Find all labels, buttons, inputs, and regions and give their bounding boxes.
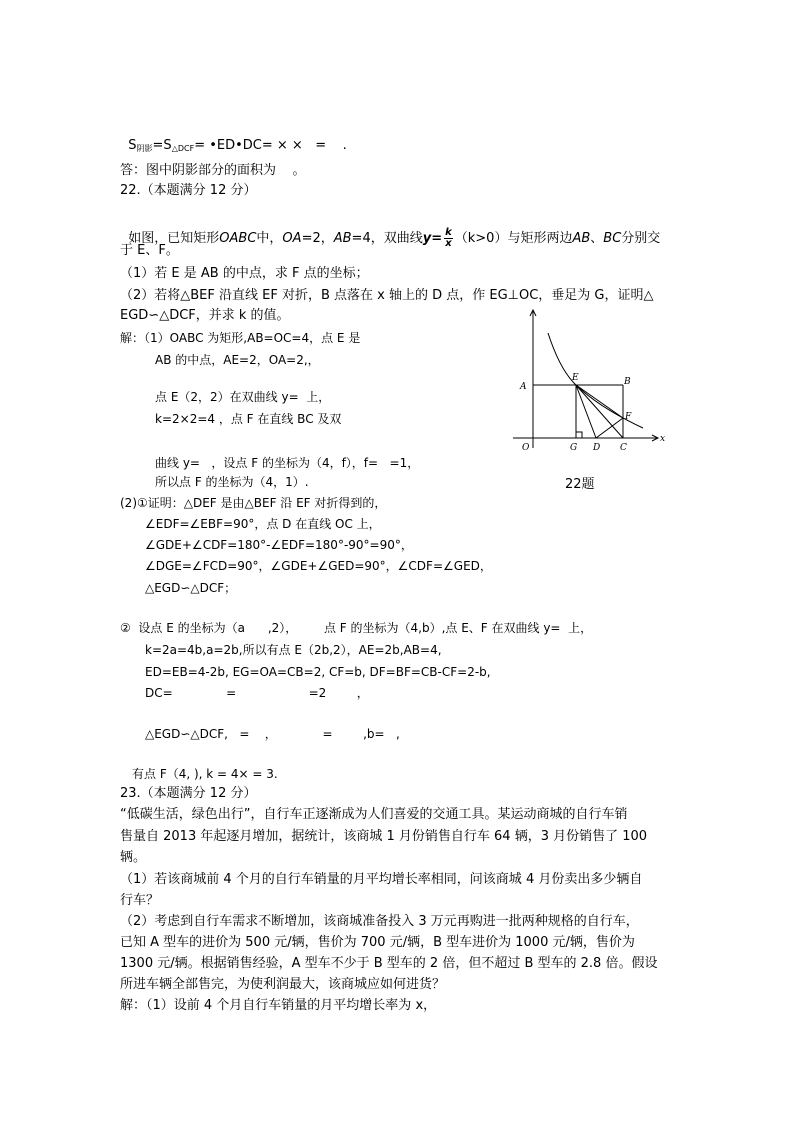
label-e: E — [572, 373, 579, 383]
solution-line: 解：（1）OABC 为矩形,AB=OC=4，点 E 是 — [120, 331, 361, 345]
q23-line: （1）若该商城前 4 个月的自行车销量的月平均增长率相同，问该商城 4 月份卖出多少辆自 — [120, 872, 643, 887]
separator: 、 — [590, 231, 604, 246]
segment-ed — [576, 385, 596, 438]
oa-value: =2， — [301, 231, 334, 246]
oa-label: OA — [282, 231, 302, 246]
q22-part2-line1: （2）若将△BEF 沿直线 EF 对折，B 点落在 x 轴上的 D 点，作 EG⊥OC，垂足为 G，证明△ — [120, 288, 654, 303]
solution-line: 点 E（2，2）在双曲线 y= 上， — [155, 390, 331, 404]
solution-line: k=2a=4b,a=2b,所以有点 E（2b,2），AE=2b,AB=4, — [145, 643, 442, 657]
solution-line: AB 的中点，AE=2，OA=2,， — [155, 353, 320, 367]
solution-line: DC= = =2 ， — [145, 686, 369, 700]
shadow-area-formula — [120, 122, 347, 157]
segment-df — [596, 418, 623, 438]
fraction-numerator: k — [445, 227, 452, 238]
rect-name: OABC — [219, 231, 257, 246]
q23-line: 行车？ — [120, 893, 160, 908]
stem-text-2: 中， — [256, 231, 283, 246]
label-x: x — [660, 434, 666, 444]
formula-rest: = •ED•DC= × × = . — [194, 138, 347, 153]
triangle-subscript: △DCF — [171, 144, 195, 153]
y-equals: y= — [422, 231, 443, 246]
solution-line: 所以点 F 的坐标为（4，1）. — [155, 475, 309, 489]
q23-line: 已知 A 型车的进价为 500 元/辆，售价为 700 元/辆，B 型车进价为 1000 元/辆，售价为 — [120, 935, 635, 950]
solution-line: 曲线 y= ，设点 F 的坐标为（4，f），f= =1， — [155, 456, 420, 470]
q23-line: 辆。 — [120, 850, 147, 865]
figure-caption: 22题 — [565, 477, 595, 492]
q23-line: 所进车辆全部售完，为使利润最大，该商城应如何进货？ — [120, 977, 446, 992]
ab-side: AB — [572, 231, 591, 246]
solution-line: ∠DGE=∠FCD=90°，∠GDE+∠GED=90°，∠CDF=∠GED， — [145, 559, 492, 573]
equals-s: =S — [152, 138, 172, 153]
q23-heading: 23.（本题满分 12 分） — [120, 786, 257, 801]
label-d: D — [593, 443, 601, 453]
q22-stem — [120, 212, 660, 249]
solution-line: ED=EB=4-2b, EG=OA=CB=2, CF=b, DF=BF=CB-CF=2-b, — [145, 665, 491, 679]
solution-line: ∠GDE+∠CDF=180°-∠EDF=180°-90°=90°， — [145, 538, 413, 552]
label-c: C — [620, 443, 627, 453]
label-b: B — [624, 377, 631, 387]
solution-line: k=2×2=4 ，点 F 在直线 BC 及双 — [155, 412, 342, 426]
solution-line: ∠EDF=∠EBF=90°，点 D 在直线 OC 上， — [145, 517, 381, 531]
ab-value: =4，双曲线 — [351, 231, 423, 246]
q23-line: 1300 元/辆。根据销售经验，A 型车不少于 B 型车的 2 倍，但不超过 B 型车的 2.8 倍。假设 — [120, 956, 658, 971]
q23-line: （2）考虑到自行车需求不断增加，该商城准备投入 3 万元再购进一批两种规格的自行车， — [120, 914, 639, 929]
solution-line: (2)①证明：△DEF 是由△BEF 沿 EF 对折得到的， — [120, 496, 387, 510]
solution-line: 有点 F（4, ), k = 4× = 3. — [132, 767, 278, 781]
label-f: F — [625, 412, 632, 422]
ab-label: AB — [333, 231, 352, 246]
solution-line: ② 设点 E 的坐标为（a ,2）， 点 F 的坐标为（4,b）,点 E、F 在双曲线 y= 上， — [120, 621, 593, 635]
bc-side: BC — [603, 231, 622, 246]
stem-text-1: 如图，已知矩形 — [128, 231, 220, 246]
fraction-denominator: x — [445, 238, 452, 249]
segment-ef — [576, 385, 623, 418]
q22-part1: （1）若 E 是 AB 的中点，求 F 点的坐标； — [120, 266, 369, 281]
q23-line: “低碳生活，绿色出行”，自行车正逐渐成为人们喜爱的交通工具。某运动商城的自行车销 — [120, 807, 628, 822]
q22-heading: 22.（本题满分 12 分） — [120, 183, 257, 198]
k-over-x-fraction — [444, 228, 453, 249]
label-a: A — [520, 382, 527, 392]
right-angle-mark — [576, 432, 582, 438]
label-o: O — [522, 443, 530, 453]
s-symbol: S — [128, 138, 137, 153]
label-g: G — [570, 443, 578, 453]
q23-line: 解：（1）设前 4 个月自行车销量的月平均增长率为 x， — [120, 998, 437, 1013]
q22-stem-line2: 于 E、F。 — [120, 243, 179, 258]
segment-ec — [576, 385, 623, 438]
solution-line: △EGD∽△DCF, = ， = ,b= , — [145, 727, 400, 741]
answer-line: 答：图中阴影部分的面积为 。 — [120, 163, 306, 178]
q22-part2-line2: EGD∽△DCF，并求 k 的值。 — [120, 308, 290, 323]
condition-text: （k>0）与矩形两边 — [454, 231, 573, 246]
solution-line: △EGD∽△DCF； — [145, 581, 237, 595]
stem-tail: 分别交 — [621, 231, 661, 246]
q22-figure — [508, 308, 673, 453]
shadow-subscript: 阴影 — [136, 144, 153, 153]
q23-line: 售量自 2013 年起逐月增加，据统计，该商城 1 月份销售自行车 64 辆，3 月份销售了 100 — [120, 829, 648, 844]
